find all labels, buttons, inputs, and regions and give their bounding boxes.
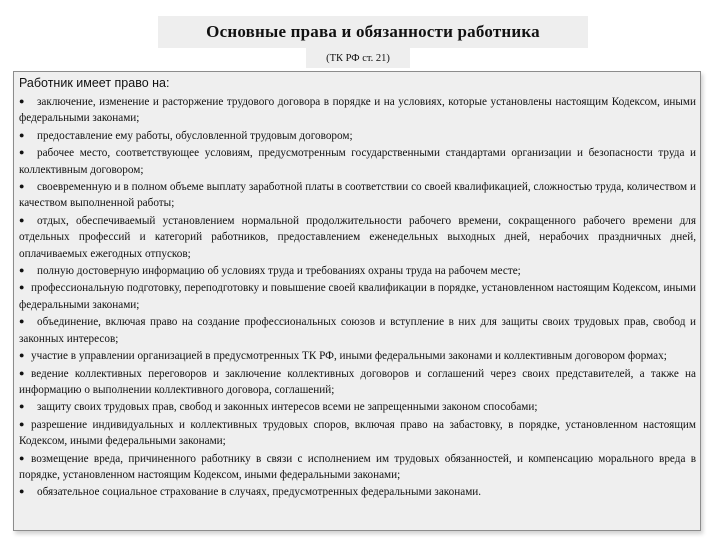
list-item (19, 483, 696, 500)
list-item (19, 398, 696, 415)
list-item-text: обязательное социальное страхование в случаях, предусмотренных федеральными законами. (37, 486, 482, 499)
list-item (19, 416, 696, 450)
bullet-icon: ● (19, 486, 25, 497)
list-item-text: объединение, включая право на создание профессиональных союзов и вступление в них для защиты своих трудовых прав, свобод и законных интересов; (19, 316, 696, 345)
list-item (19, 347, 696, 364)
bullet-icon: ● (19, 129, 25, 140)
bullet-icon: ● (19, 214, 25, 225)
list-item (19, 313, 696, 347)
list-item-text: рабочее место, соответствующее условиям, предусмотренным государственными стандартами организации и безопасности труда и коллективным договором; (19, 147, 696, 176)
list-item-text: заключение, изменение и расторжение трудового договора в порядке и на условиях, которые установлены настоящим Кодексом, иными федеральными законами; (19, 96, 696, 125)
list-item (19, 127, 696, 144)
bullet-icon: ● (19, 401, 25, 412)
list-item (19, 93, 696, 127)
page-title: Основные права и обязанности работника (206, 22, 540, 41)
rights-list (19, 93, 696, 501)
list-item-text: возмещение вреда, причиненного работнику в связи с исполнением им трудовых обязанностей, и компенсацию морального вреда в порядке, установленном настоящим Кодексом, иными федеральными законами; (19, 452, 696, 481)
list-item (19, 144, 696, 178)
bullet-icon: ● (19, 147, 25, 158)
bullet-icon: ● (19, 265, 25, 276)
list-item-text: защиту своих трудовых прав, свобод и законных интересов всеми не запрещенными законом способами; (37, 401, 538, 414)
list-item-text: своевременную и в полном объеме выплату заработной платы в соответствии со своей квалификацией, сложностью труда, количеством и качеством выполненной работы; (19, 181, 696, 210)
bullet-icon: ● (19, 181, 25, 192)
list-item (19, 365, 696, 399)
bullet-icon: ● (19, 350, 25, 361)
list-item-text: профессиональную подготовку, переподготовку и повышение своей квалификации в порядке, установленном настоящим Кодексом, иными федеральными законами; (19, 282, 696, 311)
bullet-icon: ● (19, 418, 25, 429)
bullet-icon: ● (19, 96, 25, 106)
page-subtitle: (ТК РФ ст. 21) (326, 52, 390, 64)
rights-heading: Работник имеет право на: (19, 76, 170, 90)
list-item-text: отдых, обеспечиваемый установлением нормальной продолжительности рабочего времени, сокращенного рабочего времени для отдельных профессий и категорий работников, предоставлением еженедельных выходных дней, нерабочих праздничных дней, оплачиваемых ежегодных отпусков; (19, 214, 696, 260)
title-banner (158, 16, 588, 48)
list-item (19, 178, 696, 212)
bullet-icon: ● (19, 452, 25, 463)
subtitle-banner (306, 48, 410, 68)
rights-panel (13, 71, 701, 531)
list-item-text: разрешение индивидуальных и коллективных трудовых споров, включая право на забастовку, в порядке, установленном настоящим Кодексом, иными федеральными законами; (19, 418, 696, 448)
list-item-text: полную достоверную информацию об условиях труда и требованиях охраны труда на рабочем месте; (37, 265, 521, 278)
list-item (19, 279, 696, 313)
list-item (19, 450, 696, 484)
list-item-text: участие в управлении организацией в предусмотренных ТК РФ, иными федеральными законами и коллективным договором формах; (31, 350, 667, 363)
bullet-icon: ● (19, 282, 25, 293)
list-item-text: предоставление ему работы, обусловленной трудовым договором; (37, 129, 353, 142)
list-item-text: ведение коллективных переговоров и заключение коллективных договоров и соглашений через своих представителей, а также на информацию о выполнении коллективного договора, соглашений; (19, 367, 696, 396)
list-item (19, 262, 696, 279)
list-item (19, 212, 696, 262)
bullet-icon: ● (19, 367, 25, 378)
bullet-icon: ● (19, 316, 25, 327)
